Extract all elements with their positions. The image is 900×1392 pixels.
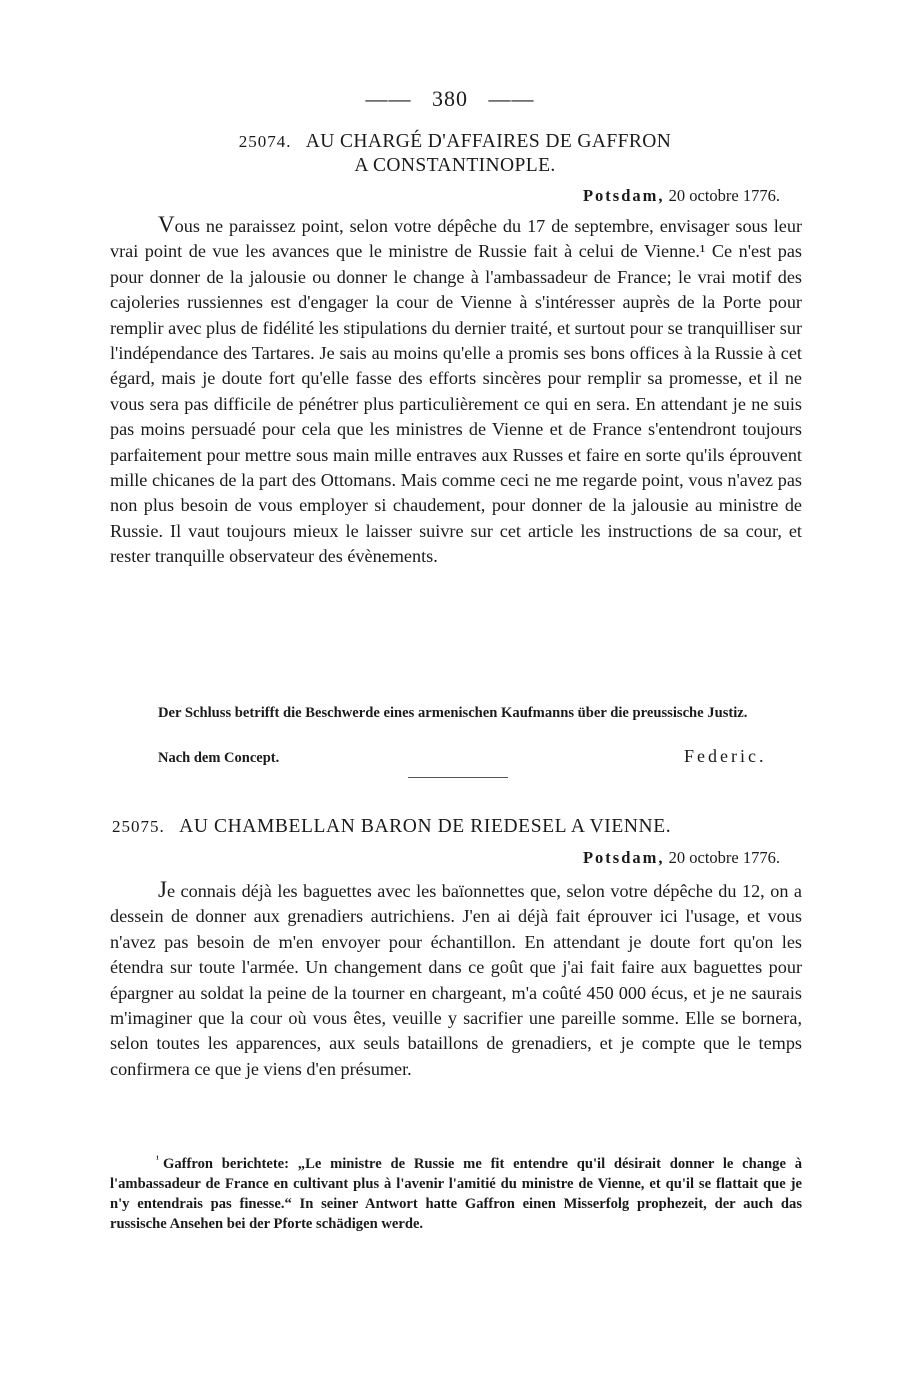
letter-1-place: Potsdam, [582,186,665,205]
letter-2-place: Potsdam, [582,848,665,867]
letter-2-date: 20 octobre 1776. [668,848,780,867]
letter-2-heading [112,816,812,838]
letter-2-number: 25075. [112,817,165,836]
footnote-text: Gaffron berichtete: „Le ministre de Russie me fit entendre qu'il désirait donner le change à l'ambassadeur de France en cultivant plus à l'avenir l'amitié du ministre de Vienne, et qu'il se flattait que je n'y entendrais pas finesse.“ In seiner Antwort hatte Gaffron einen Misserfolg prophezeit, der auch das russische Ansehen bei der Pforte schädigen werde. [110,1155,802,1232]
letter-2-body [110,877,802,1082]
letter-1-text: ous ne paraissez point, selon votre dépêche du 17 de septembre, envisager sous leur vrai point de vue les avances que le ministre de Russie fait à celui de Vienne.¹ Ce n'est pas pour donner de la jalousie ou donner le change à l'ambassadeur de France; le vrai motif des cajoleries russiennes est d'engager la cour de Vienne à s'intéresser auprès de la Porte pour remplir avec plus de fidélité les stipulations du dernier traité, et surtout pour se tranquilliser sur l'indépendance des Tartares. Je sais au moins qu'elle a promis ses bons offices à la Russie à cet égard, mais je doute fort qu'elle fasse des efforts sincères pour remplir sa promesse, et il ne vous sera pas difficile de pénétrer plus particulièrement ce qui en sera. En attendant je ne suis pas moins persuadé pour cela que les ministres de Vienne et de France s'entendront toujours parfaitement pour mettre sous main mille entraves aux Russes et faire en sorte qu'ils éprouvent mille chicanes de la part des Ottomans. Mais comme ceci ne me regarde point, vous n'avez pas non plus besoin de vous employer si chaudement, pour donner de la jalousie au ministre de Russie. Il vaut toujours mieux le laisser suivre sur cet article les instructions de sa cour, et rester tranquille observateur des évènements. [110,216,802,567]
letter-1-signature: Federic. [684,746,767,766]
letter-1-title-line-2: A CONSTANTINOPLE. [354,155,556,176]
letter-1-title-line-1: AU CHARGÉ D'AFFAIRES DE GAFFRON [305,131,672,152]
header-dash-left: —— [365,86,412,111]
footnote [110,1150,802,1234]
footnote-mark: ¹ [156,1154,159,1165]
section-divider [408,777,508,778]
letter-1-source: Nach dem Concept. [158,750,280,766]
letter-2-title: AU CHAMBELLAN BARON DE RIEDESEL A VIENNE. [179,816,672,837]
letter-1-number: 25074. [238,132,292,151]
letter-1-heading [110,130,800,178]
page-number: 380 [432,86,468,111]
letter-2-dateline [583,848,780,868]
letter-2-text: e connais déjà les baguettes avec les baïonnettes que, selon votre dépêche du 12, on a dessein de donner aux grenadiers autrichiens. J'en ai déjà fait éprouver ici l'usage, et vous n'avez pas besoin de m'en envoyer pour échantillon. En attendant je doute fort qu'on les étendra sur toute l'armée. Un changement dans ce goût que j'ai fait faire aux baguettes pour épargner au soldat la peine de la tourner en chargeant, m'a coûté 450 000 écus, et je ne saurais m'imaginer que la cour où vous êtes, veuille y sacrifier une pareille somme. Elle se bornera, selon toutes les apparences, aux seuls bataillons de grenadiers, et je compte que le temps confirmera ce que je viens d'en présumer. [110,881,802,1079]
letter-1-editor-note: Der Schluss betrifft die Beschwerde eines armenischen Kaufmanns über die preussische Justiz. [158,705,748,721]
page-header [0,86,900,112]
letter-1-body [110,212,802,570]
letter-1-dateline [583,186,780,206]
letter-1-initial: V [158,212,175,237]
letter-1-date: 20 octobre 1776. [668,186,780,205]
header-dash-right: —— [488,86,535,111]
letter-2-initial: J [158,877,167,902]
